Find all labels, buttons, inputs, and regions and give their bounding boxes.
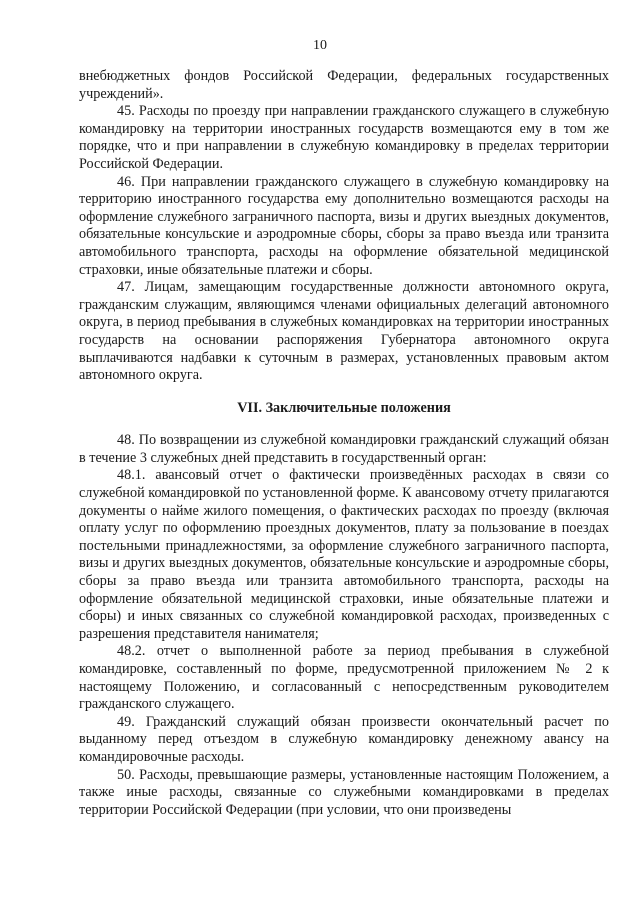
- section-heading: VII. Заключительные положения: [237, 399, 451, 416]
- paragraph-45: 45. Расходы по проезду при направлении гражданского служащего в служебную командировку на территории иностранных государств возмещаются ему в том же порядке, что и при направлении в служебную командировку в пределах территории Российской Федерации.: [79, 103, 609, 172]
- page-number: 10: [313, 38, 327, 53]
- paragraph-48-1: 48.1. авансовый отчет о фактически произведённых расходах в связи со служебной командировкой по установленной форме. К авансовому отчету прилагаются документы о найме жилого помещения, о фактических расходах по проезду (включая оплату услуг по оформлению проездных документов, плату за пользование в поездах постельными принадлежностями, за оформление служебного заграничного паспорта, визы и других выездных документов, обязательные консульские и аэродромные сборы, сборы за право въезда или транзита автомобильного транспорта, расходы на оформление обязательной медицинской страховки, иные обязательные платежи и сборы) и иных связанных со служебной командировкой расходах, произведенных с разрешения представителя нанимателя;: [79, 467, 609, 642]
- paragraph-49: 49. Гражданский служащий обязан произвести окончательный расчет по выданному перед отъездом в служебную командировку денежному авансу на командировочные расходы.: [79, 713, 609, 765]
- paragraph-46: 46. При направлении гражданского служащего в служебную командировку на территорию иностранного государства ему дополнительно возмещаются расходы на оформление служебного заграничного паспорта, визы и других выездных документов, обязательные консульские и аэродромные сборы, сборы за право въезда или транзита автомобильного транспорта, расходы на оформление обязательной медицинской страховки, иные обязательные платежи и сборы.: [79, 173, 609, 278]
- paragraph-48-2: 48.2. отчет о выполненной работе за период пребывания в служебной командировке, составленный по форме, предусмотренной приложением № 2 к настоящему Положению, и согласованный с непосредственным руководителем гражданского служащего.: [79, 643, 609, 713]
- paragraph-48: 48. По возвращении из служебной командировки гражданский служащий обязан в течение 3 служебных дней представить в государственный орган:: [79, 432, 609, 466]
- paragraph-50: 50. Расходы, превышающие размеры, установленные настоящим Положением, а также иные расходы, связанные со служебными командировками в пределах территории Российской Федерации (при условии, что они произведены: [79, 766, 609, 818]
- paragraph-continuation: внебюджетных фондов Российской Федерации, федеральных государственных учреждений».: [79, 68, 609, 102]
- document-body: [79, 68, 609, 819]
- paragraph-47: 47. Лицам, замещающим государственные должности автономного округа, гражданским служащим, являющимся членами официальных делегаций автономного округа, в период пребывания в служебных командировках на территории иностранных государств на основании распоряжения Губернатора автономного округа выплачиваются надбавки к суточным в размерах, установленных правовым актом автономного округа.: [79, 279, 609, 384]
